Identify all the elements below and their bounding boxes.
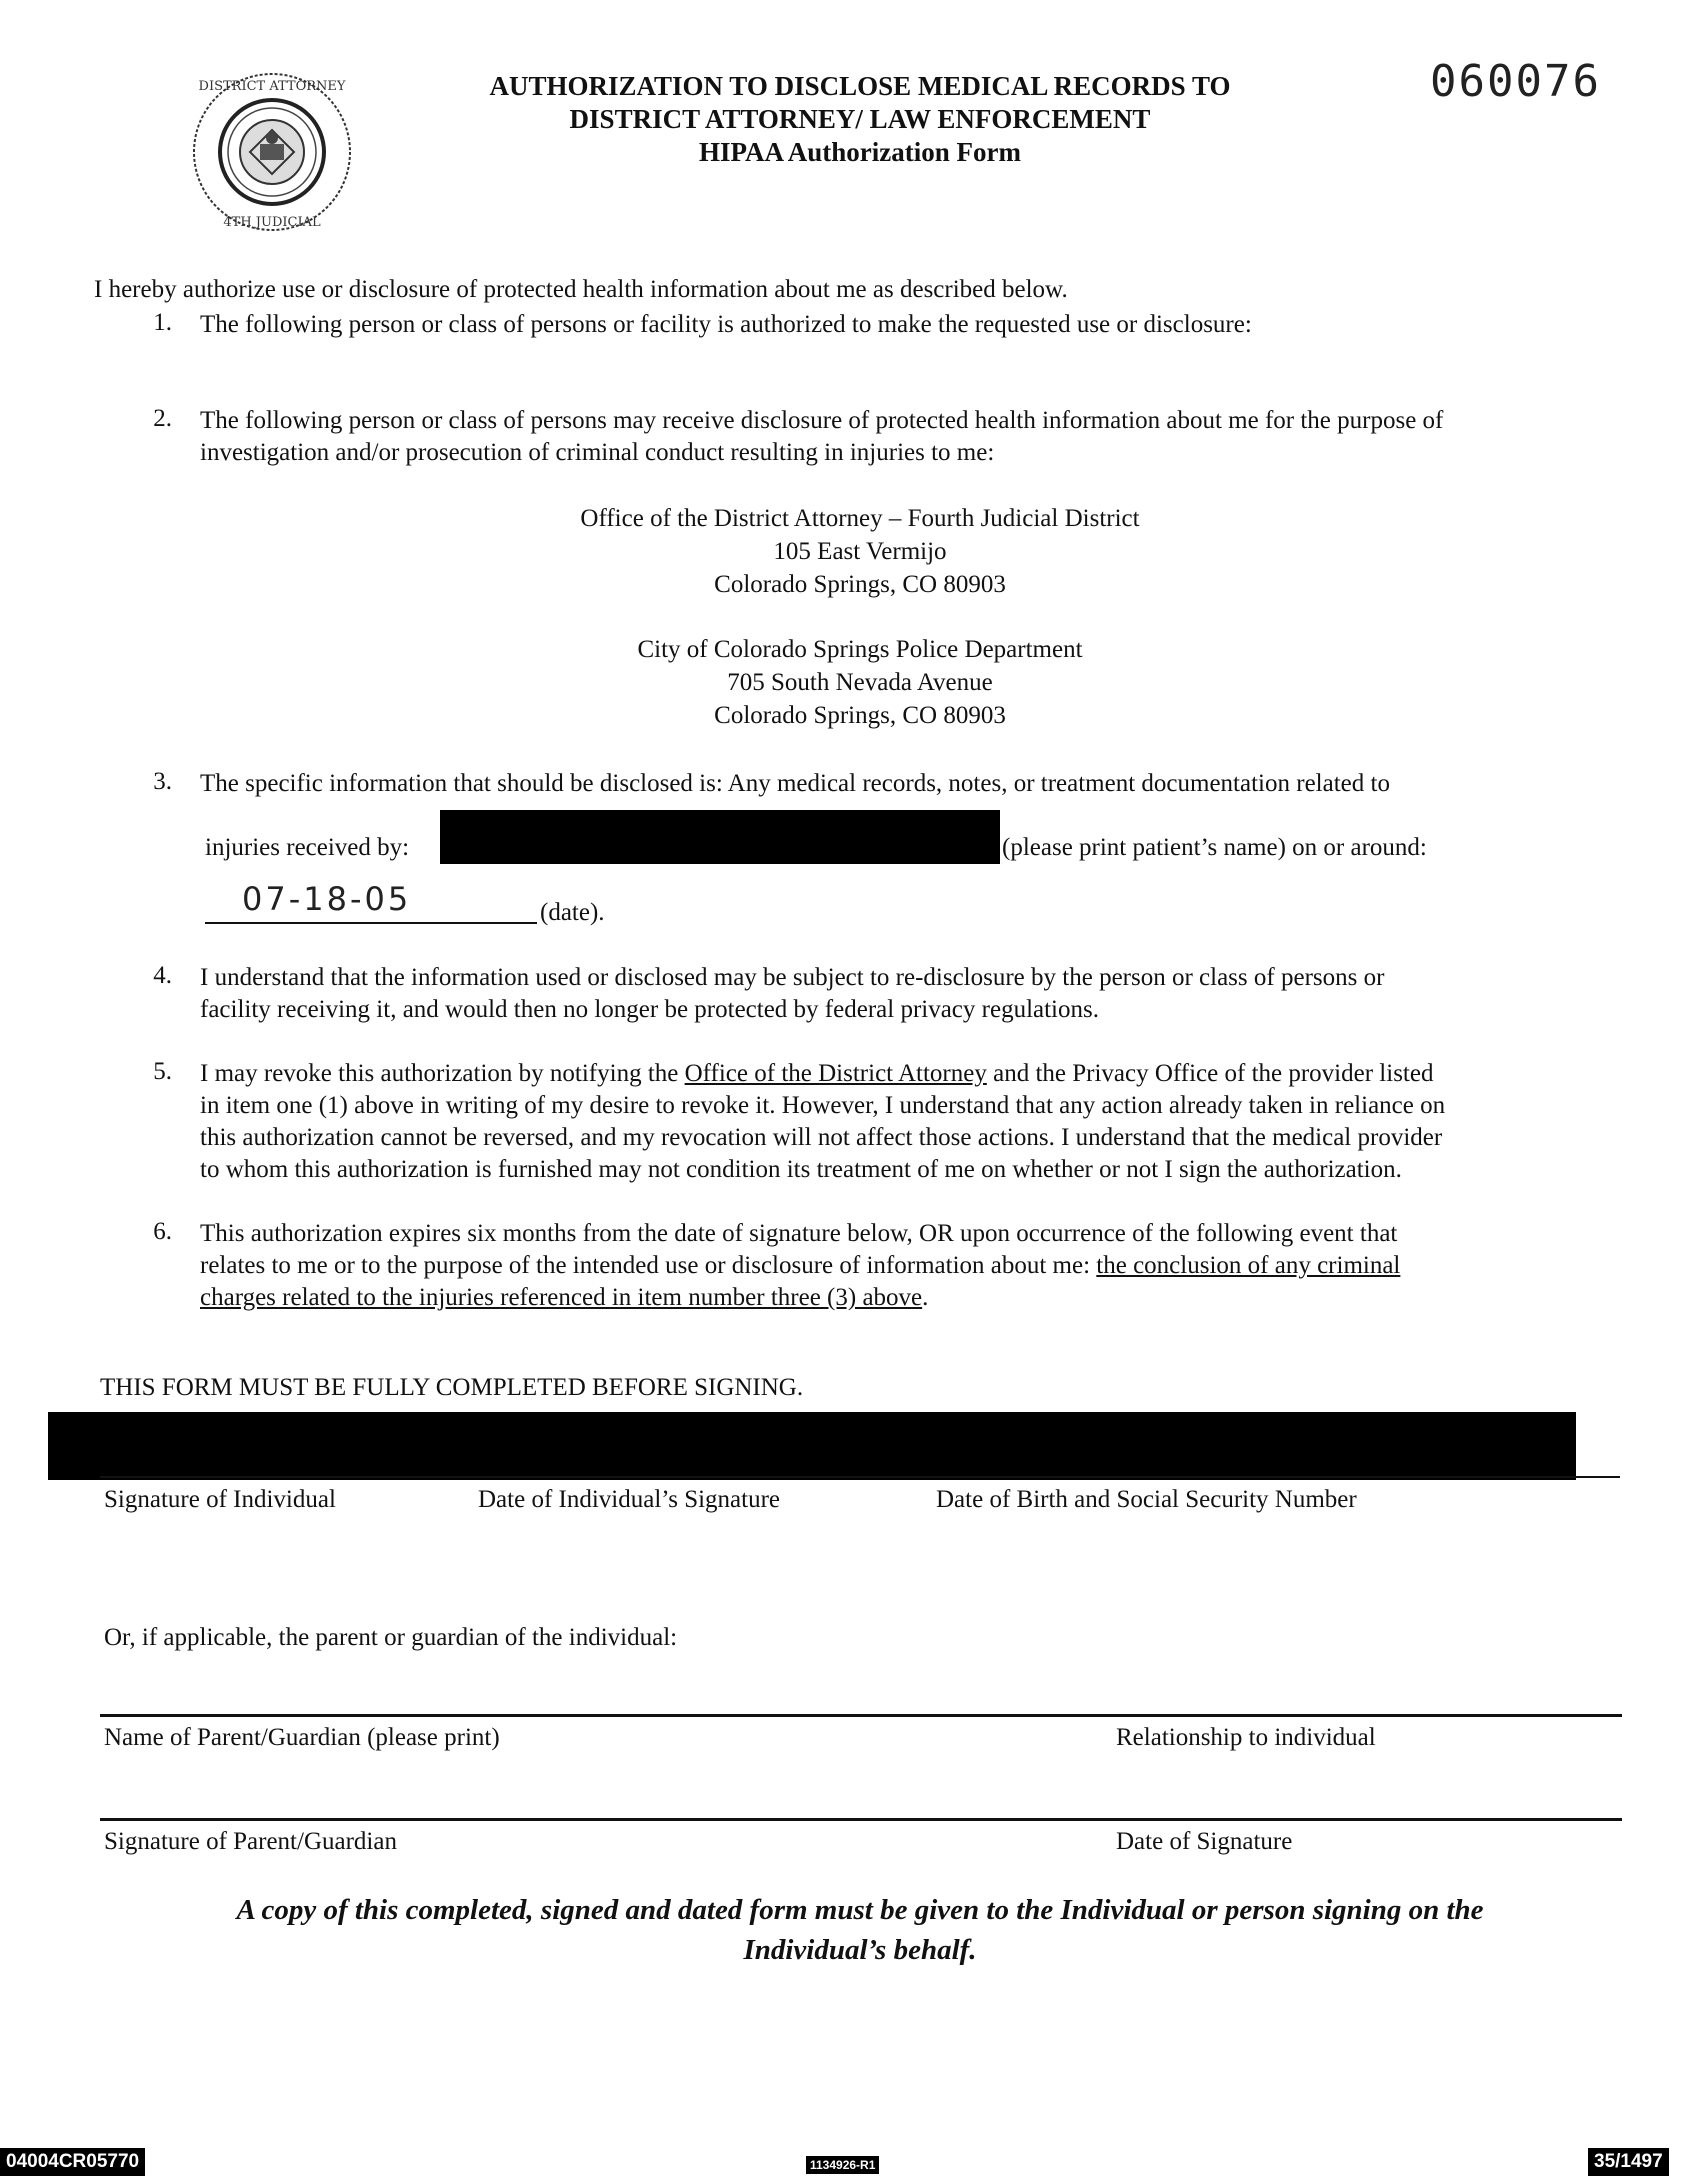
- injuries-prefix: injuries received by:: [205, 834, 410, 861]
- guardian-intro: Or, if applicable, the parent or guardian of the individual:: [104, 1624, 678, 1651]
- item3-number: 3.: [153, 768, 172, 795]
- item6-line3-underlined: charges related to the injuries referenced in item number three (3) above: [200, 1284, 923, 1311]
- item6-line3-post: .: [922, 1284, 929, 1311]
- da-office-city: Colorado Springs, CO 80903: [714, 571, 1006, 598]
- item6-line2: [200, 1250, 1620, 1282]
- guardian-name-caption: Name of Parent/Guardian (please print): [104, 1724, 500, 1751]
- date-caption: (date).: [540, 899, 605, 926]
- document-number: 060076: [1430, 56, 1601, 107]
- da-office-link: Office of the District Attorney: [684, 1060, 987, 1087]
- police-dept-city: Colorado Springs, CO 80903: [714, 702, 1006, 729]
- form-title-line3: HIPAA Authorization Form: [699, 137, 1021, 167]
- item4-line2: facility receiving it, and would then no longer be protected by federal privacy regulations.: [200, 996, 1099, 1023]
- item1-number: 1.: [153, 309, 172, 336]
- district-attorney-seal: [188, 68, 356, 236]
- item5-number: 5.: [153, 1058, 172, 1085]
- police-dept-street: 705 South Nevada Avenue: [727, 669, 993, 696]
- item5-line2: in item one (1) above in writing of my desire to revoke it. However, I understand that any action already taken in reliance on: [200, 1092, 1446, 1119]
- handwritten-date: 07-18-05: [242, 880, 412, 918]
- item5-line1-pre: I may revoke this authorization by notifying the: [200, 1060, 685, 1087]
- item6-line3: [200, 1282, 1620, 1314]
- item6-line2-underlined: the conclusion of any criminal: [1096, 1252, 1401, 1279]
- item3-line1: The specific information that should be disclosed is: Any medical records, notes, or treatment documentation related to: [200, 770, 1390, 797]
- item6-number: 6.: [153, 1218, 172, 1245]
- case-number-label: 04004CR05770: [0, 2148, 145, 2176]
- seal-bottom-text: 4TH JUDICIAL: [223, 215, 321, 230]
- intro-text: I hereby authorize use or disclosure of protected health information about me as described below.: [94, 276, 1068, 303]
- form-title-line2: DISTRICT ATTORNEY/ LAW ENFORCEMENT: [569, 104, 1151, 134]
- individual-date-caption: Date of Individual’s Signature: [478, 1486, 781, 1513]
- individual-signature-line: [100, 1476, 1620, 1478]
- form-title-line1: AUTHORIZATION TO DISCLOSE MEDICAL RECORDS TO: [489, 71, 1231, 101]
- batch-code-label: 1134926-R1: [806, 2156, 879, 2174]
- relationship-caption: Relationship to individual: [1116, 1724, 1376, 1751]
- guardian-name-line: [100, 1714, 1622, 1717]
- redacted-signature-block: [48, 1412, 1576, 1480]
- page-count-label: 35/1497: [1588, 2148, 1669, 2176]
- da-office-street: 105 East Vermijo: [773, 538, 947, 565]
- must-complete-notice: THIS FORM MUST BE FULLY COMPLETED BEFORE SIGNING.: [100, 1374, 804, 1401]
- redacted-patient-name: [440, 810, 1000, 864]
- item2-line2: investigation and/or prosecution of criminal conduct resulting in injuries to me:: [200, 439, 995, 466]
- item6-line2-pre: relates to me or to the purpose of the intended use or disclosure of information about me:: [200, 1252, 1097, 1279]
- item5-line3: this authorization cannot be reversed, and my revocation will not affect those actions. I understand that the medical provider: [200, 1124, 1443, 1151]
- item5-line1: [200, 1058, 1620, 1090]
- seal-top-text: DISTRICT ATTORNEY: [198, 79, 346, 94]
- item5-line1-post: and the Privacy Office of the provider listed: [986, 1060, 1434, 1087]
- item2-line1: The following person or class of persons may receive disclosure of protected health information about me for the purpose of: [200, 407, 1444, 434]
- item6-line1: This authorization expires six months from the date of signature below, OR upon occurrence of the following event that: [200, 1220, 1398, 1247]
- da-office-name: Office of the District Attorney – Fourth Judicial District: [580, 505, 1140, 532]
- copy-notice-line2: Individual’s behalf.: [743, 1934, 977, 1966]
- date-of-signature-caption: Date of Signature: [1116, 1828, 1293, 1855]
- date-underline: [205, 922, 537, 924]
- copy-notice-line1: A copy of this completed, signed and dated form must be given to the Individual or person signing on the: [236, 1894, 1484, 1926]
- police-dept-name: City of Colorado Springs Police Department: [637, 636, 1083, 663]
- patient-name-caption: (please print patient’s name) on or around:: [1002, 834, 1427, 861]
- dob-ssn-caption: Date of Birth and Social Security Number: [936, 1486, 1357, 1513]
- item1-text: The following person or class of persons or facility is authorized to make the requested use or disclosure:: [200, 311, 1252, 338]
- item4-line1: I understand that the information used or disclosed may be subject to re-disclosure by the person or class of persons or: [200, 964, 1385, 991]
- item5-line4: to whom this authorization is furnished may not condition its treatment of me on whether or not I sign the authorization.: [200, 1156, 1402, 1183]
- guardian-signature-line: [100, 1818, 1622, 1821]
- item4-number: 4.: [153, 962, 172, 989]
- individual-signature-caption: Signature of Individual: [104, 1486, 336, 1513]
- item2-number: 2.: [153, 405, 172, 432]
- guardian-signature-caption: Signature of Parent/Guardian: [104, 1828, 397, 1855]
